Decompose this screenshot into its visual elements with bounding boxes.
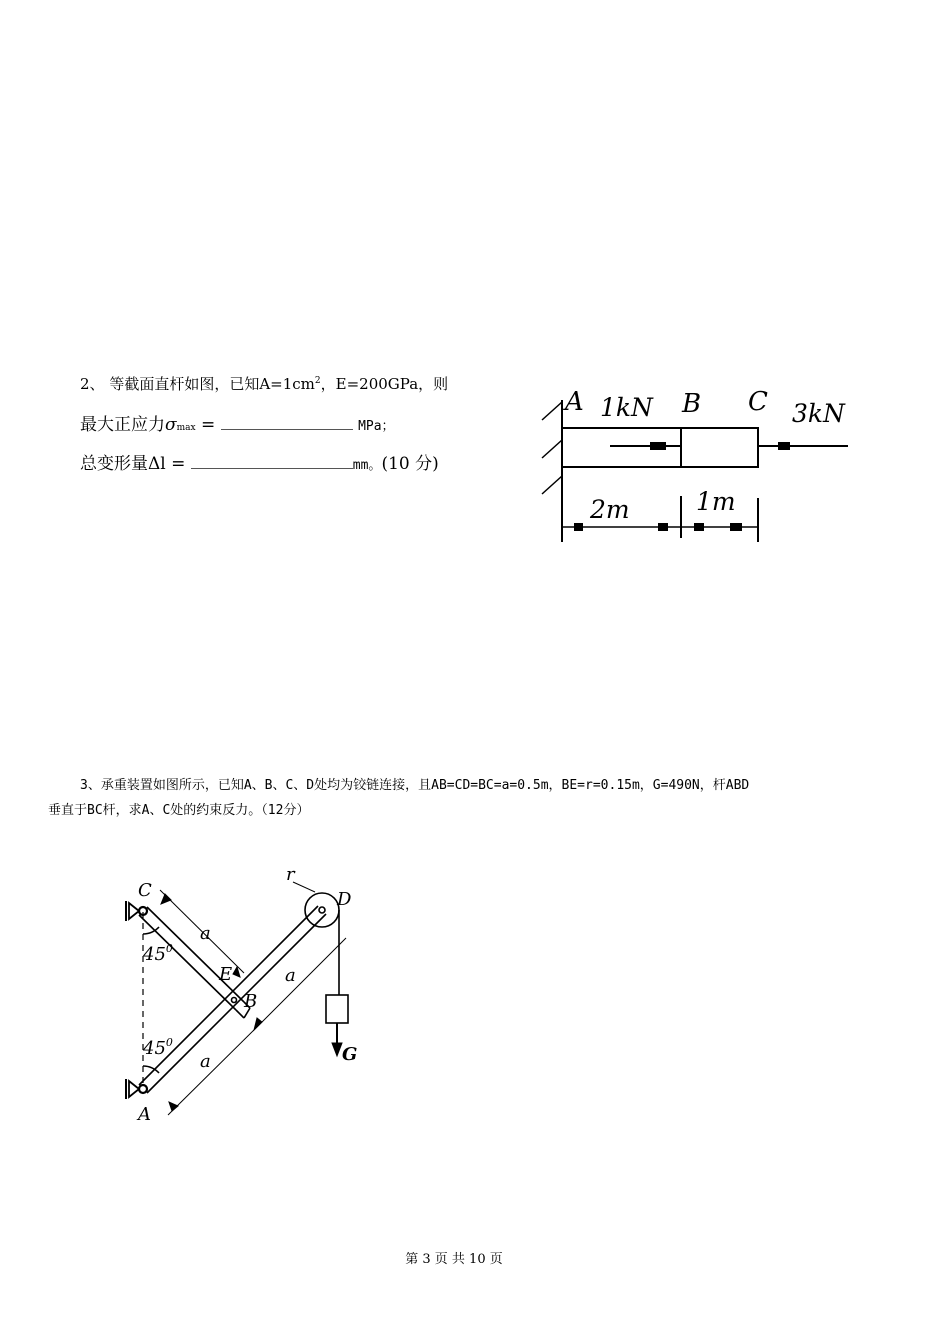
q2-line2: [80, 410, 395, 435]
sigma-subscript: max: [176, 423, 196, 433]
q2-line3: [80, 449, 439, 474]
q2-superscript: 2: [314, 376, 321, 386]
mm-unit: mm。: [352, 458, 382, 473]
gravity-arrow-head: [332, 1043, 342, 1056]
dim-line-ab: [168, 1026, 258, 1115]
q2-text-a: 等截面直杆如图，已知A=1cm: [109, 375, 315, 393]
angle-label-1: $45^0$: [143, 942, 173, 965]
dim-arrow-4: [730, 523, 742, 531]
max-stress-answer-blank[interactable]: [221, 415, 353, 430]
dim-line-bd: [258, 938, 346, 1026]
wall-hatch-1: [542, 402, 562, 420]
page-footer: 第 3 页 共 10 页: [405, 1252, 503, 1267]
support-a: [129, 1081, 139, 1097]
wall-hatch-3: [542, 476, 562, 494]
rod-abd-bottom: [147, 914, 326, 1093]
dim-arrow-a: [169, 1102, 178, 1111]
q2-points: (10 分): [381, 454, 439, 474]
hinge-b: [232, 998, 237, 1003]
label-a-ab: a: [200, 1051, 211, 1072]
label-b: B: [682, 389, 702, 419]
label-3kn: 3kN: [792, 399, 845, 428]
bar-figure: [530, 380, 870, 550]
q3-line2: 垂直于BC杆，求A、C处的约束反力。（12分）: [48, 803, 310, 818]
max-stress-label: 最大正应力: [80, 415, 165, 435]
q2-line1: [80, 373, 448, 394]
support-c: [129, 903, 139, 919]
q2-text-b: ，E=200GPa，则: [320, 375, 449, 393]
total-deformation-answer-blank[interactable]: [191, 454, 353, 469]
total-deformation-label: 总变形量: [80, 454, 148, 474]
wall-hatch-2: [542, 440, 562, 458]
label-a: A: [565, 387, 584, 417]
rod-end-b-1: [236, 1010, 244, 1018]
label-c: C: [748, 387, 768, 417]
pulley-pin: [319, 907, 325, 913]
label-c: C: [138, 880, 152, 901]
label-a-cb: a: [200, 923, 211, 944]
arrow-head-1kn: [650, 442, 666, 450]
r-leader: [293, 882, 315, 892]
dim-arrow-3: [694, 523, 704, 531]
dim-arrow-2: [658, 523, 668, 531]
q2-number: 2、: [80, 375, 105, 393]
dim-arrow-1: [574, 523, 583, 531]
label-a: A: [138, 1104, 151, 1125]
label-g: G: [342, 1044, 358, 1065]
weight-block: [326, 995, 348, 1023]
delta-l-symbol: Δl =: [148, 454, 186, 474]
label-1m: 1m: [696, 487, 736, 516]
label-e: E: [219, 964, 233, 985]
sigma-symbol: σ: [165, 415, 177, 435]
label-r: r: [286, 864, 295, 885]
label-1kn: 1kN: [600, 393, 653, 422]
q3-line1: 3、承重装置如图所示，已知A、B、C、D处均为铰链连接，且AB=CD=BC=a=0.5m，BE=r=0.15m，G=490N，杆ABD: [80, 778, 750, 793]
load-device-figure: [110, 860, 380, 1130]
dim-arrow-c: [161, 894, 171, 904]
label-b: B: [244, 991, 258, 1012]
label-a-bd: a: [285, 965, 296, 986]
label-2m: 2m: [590, 495, 630, 524]
angle-label-2: $45^0$: [143, 1036, 173, 1059]
arrow-head-3kn: [778, 442, 790, 450]
label-d: D: [337, 889, 352, 910]
equals-sign: =: [201, 415, 216, 435]
pulley: [305, 893, 339, 927]
mpa-unit: MPa；: [358, 419, 395, 434]
dim-arrow-b: [254, 1018, 262, 1030]
